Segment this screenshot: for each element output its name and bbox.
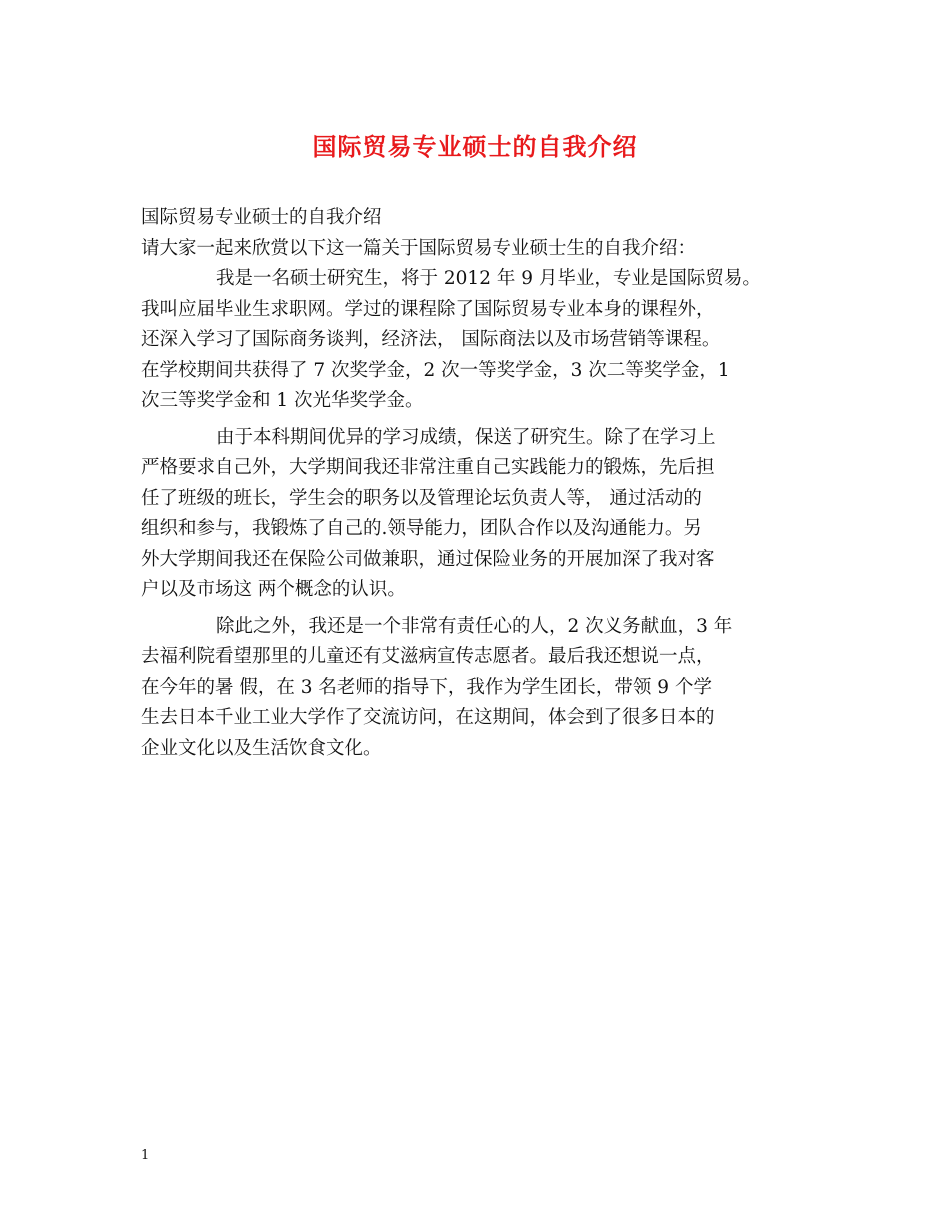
paragraph-line: 任了班级的班长，学生会的职务以及管理论坛负责人等， 通过活动的: [141, 487, 702, 509]
paragraph-line: 我是一名硕士研究生，将于 2012 年 9 月毕业，专业是国际贸易。: [216, 268, 761, 289]
paragraph-line: 户以及市场这 两个概念的认识。: [141, 579, 406, 600]
paragraph-line: 由于本科期间优异的学习成绩，保送了研究生。除了在学习上: [216, 426, 716, 448]
paragraph-2: [141, 423, 821, 606]
paragraph-3: [141, 612, 821, 765]
paragraph-line: 严格要求自己外，大学期间我还非常注重自己实践能力的锻炼，先后担: [141, 457, 715, 478]
paragraph-line: 还深入学习了国际商务谈判，经济法， 国际商法以及市场营销等课程。: [141, 329, 721, 350]
paragraph-line: 在今年的暑 假，在 3 名老师的指导下，我作为学生团长，带领 9 个学: [141, 676, 712, 698]
page-number: 1: [141, 1148, 150, 1163]
paragraph-line: 次三等奖学金和 1 次光华奖学金。: [141, 390, 424, 411]
paragraph-line: 在学校期间共获得了 7 次奖学金，2 次一等奖学金，3 次二等奖学金，1: [141, 359, 730, 381]
paragraph-line: 企业文化以及生活饮食文化。: [141, 737, 382, 759]
paragraph-line: 除此之外，我还是一个非常有责任心的人，2 次义务献血，3 年: [216, 615, 733, 637]
paragraph-1: [141, 264, 821, 417]
document-title: 国际贸易专业硕士的自我介绍: [312, 132, 638, 161]
paragraph-line: 去福利院看望那里的儿童还有艾滋病宣传志愿者。最后我还想说一点，: [141, 646, 715, 667]
paragraph-line: 我叫应届毕业生求职网。学过的课程除了国际贸易专业本身的课程外，: [141, 298, 715, 320]
document-heading: 国际贸易专业硕士的自我介绍: [141, 207, 382, 228]
document-body: [141, 203, 821, 764]
paragraph-line: 外大学期间我还在保险公司做兼职，通过保险业务的开展加深了我对客: [141, 548, 715, 570]
paragraph-line: 组织和参与，我锻炼了自己的.领导能力，团队合作以及沟通能力。另: [141, 518, 702, 539]
paragraph-line: 生去日本千业工业大学作了交流访问，在这期间，体会到了很多日本的: [141, 707, 715, 728]
document-intro: 请大家一起来欣赏以下这一篇关于国际贸易专业硕士生的自我介绍：: [141, 237, 697, 259]
